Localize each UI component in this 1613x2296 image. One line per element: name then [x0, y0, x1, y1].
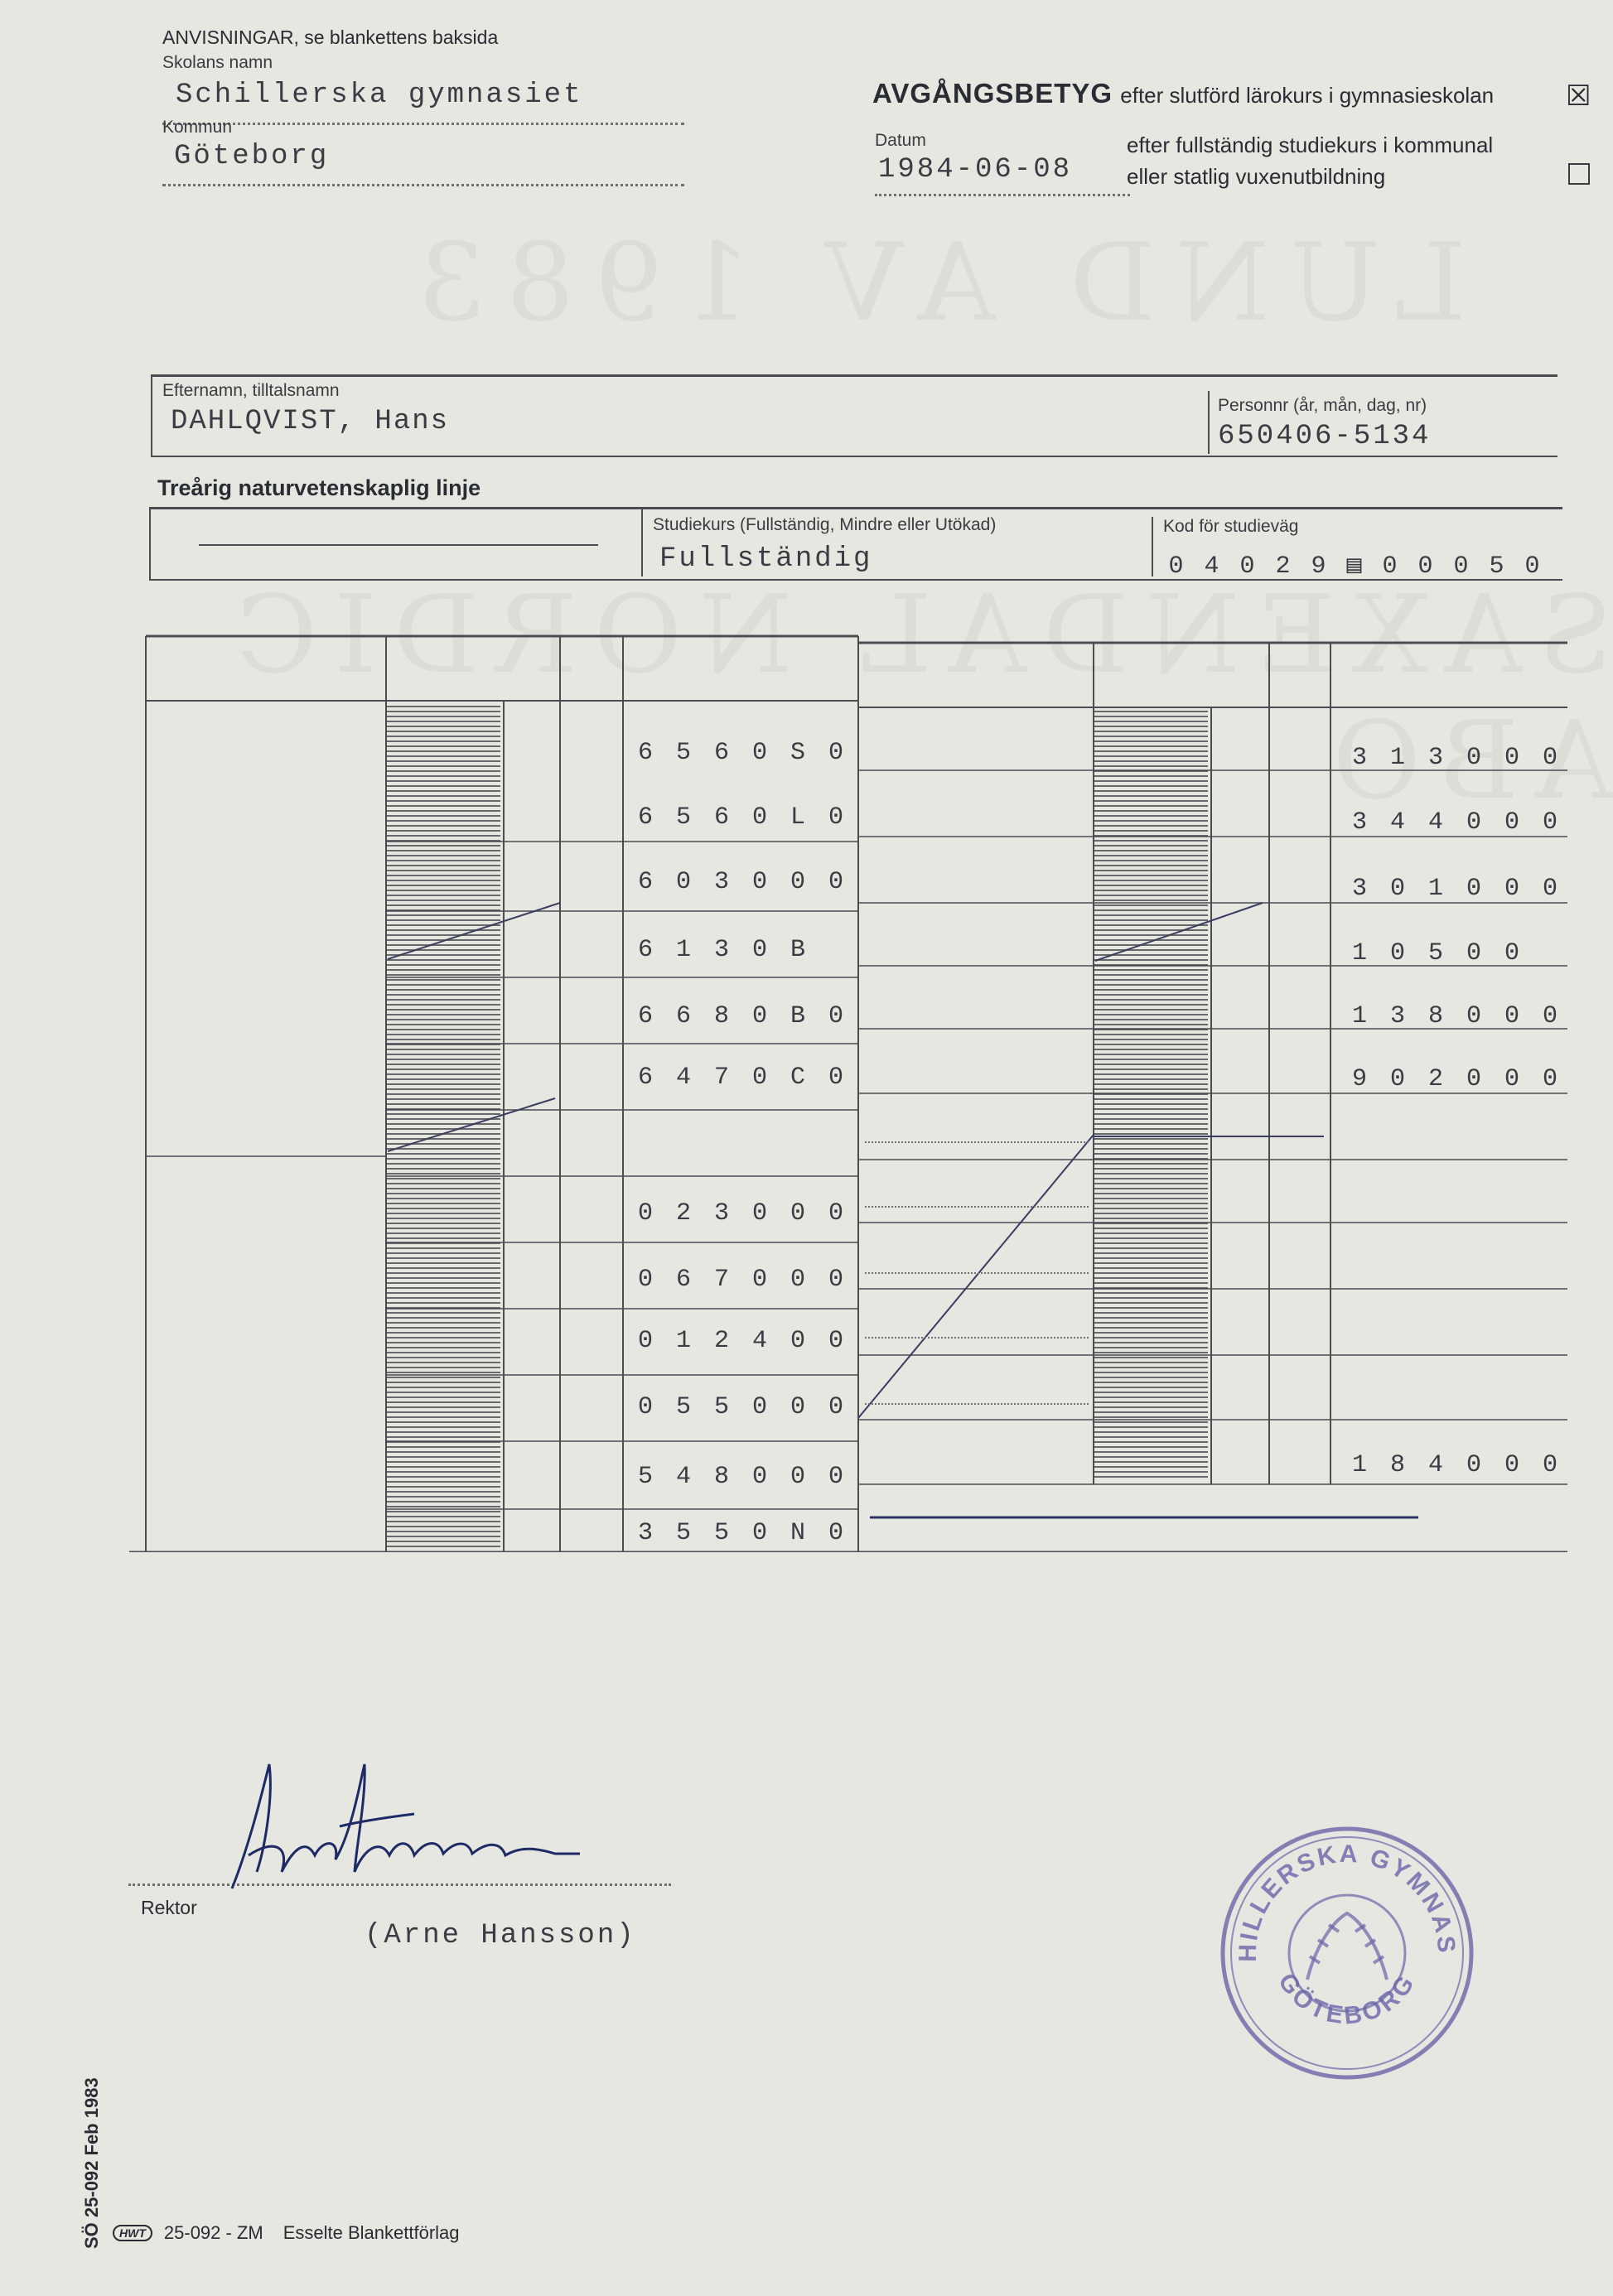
code-digit: 0 — [828, 803, 843, 832]
pnr-value: 650406-5134 — [1218, 421, 1432, 452]
code-digit: B — [790, 936, 805, 964]
code-digit: 0 — [1504, 808, 1519, 837]
code-digit: 0 — [1542, 744, 1557, 772]
subject-code — [626, 1519, 855, 1547]
code-digit: 4 — [675, 1064, 691, 1092]
subject-code — [1340, 1002, 1569, 1030]
code-digit: S — [790, 739, 805, 767]
kod-digit: 4 — [1204, 552, 1219, 581]
subject-code — [1340, 1065, 1569, 1093]
code-digit: C — [790, 1064, 805, 1092]
code-digit: 6 — [675, 1266, 691, 1294]
strike-line — [858, 1135, 1094, 1418]
subject-code — [626, 1064, 855, 1092]
subject-code — [626, 803, 855, 832]
kod-digit: 0 — [1453, 552, 1469, 581]
code-digit: 9 — [1351, 1065, 1367, 1093]
code-digit: 0 — [790, 1199, 805, 1228]
stamp-graphic — [1216, 1822, 1478, 2084]
kod-digit: 2 — [1275, 552, 1291, 581]
code-digit: 0 — [790, 1266, 805, 1294]
title-main: AVGÅNGSBETYG — [872, 78, 1113, 109]
studiekurs-label: Studiekurs (Fullständig, Mindre eller Utökad) — [653, 515, 997, 534]
code-digit: 0 — [1542, 808, 1557, 837]
subject-code — [626, 936, 855, 964]
subject-code — [626, 1002, 855, 1030]
code-digit: 0 — [751, 936, 767, 964]
empty-dotted-row — [865, 1335, 1089, 1339]
code-digit: 3 — [1389, 1002, 1405, 1030]
code-digit: 0 — [751, 1199, 767, 1228]
code-digit: 0 — [828, 1393, 843, 1421]
footer-bottom — [113, 2222, 460, 2244]
code-digit: 0 — [828, 1463, 843, 1491]
kod-digit: 0 — [1382, 552, 1398, 581]
code-digit: 6 — [637, 868, 653, 896]
empty-dotted-row — [865, 1204, 1089, 1208]
code-digit: 8 — [1389, 1451, 1405, 1479]
code-digit: 0 — [828, 739, 843, 767]
code-digit: 6 — [637, 803, 653, 832]
code-digit: 0 — [828, 1002, 843, 1030]
code-digit: 1 — [1389, 744, 1405, 772]
code-digit: 0 — [1542, 1065, 1557, 1093]
code-digit: 4 — [751, 1327, 767, 1355]
studiekurs-blank-line — [199, 544, 598, 546]
code-digit: 0 — [1389, 939, 1405, 967]
subject-code — [1340, 939, 1569, 967]
subject-code — [1340, 875, 1569, 903]
option2-text — [1127, 129, 1493, 192]
code-digit: 3 — [637, 1519, 653, 1547]
code-digit: 0 — [751, 1519, 767, 1547]
svg-text:SCHILLERSKA GYMNASIET — [1216, 1822, 1460, 1962]
code-digit: 8 — [1427, 1002, 1443, 1030]
code-digit: 6 — [637, 936, 653, 964]
subject-code — [626, 739, 855, 767]
code-digit: 0 — [1466, 939, 1481, 967]
code-digit: 8 — [713, 1463, 729, 1491]
code-digit: 3 — [1351, 744, 1367, 772]
code-digit: 6 — [713, 739, 729, 767]
code-digit: 0 — [1504, 744, 1519, 772]
code-digit: 5 — [637, 1463, 653, 1491]
name-pnr-divider — [1208, 391, 1210, 454]
code-digit: 1 — [675, 936, 691, 964]
code-digit: 1 — [675, 1327, 691, 1355]
subject-code — [626, 1199, 855, 1228]
code-digit: 5 — [713, 1519, 729, 1547]
code-digit: 0 — [1466, 1002, 1481, 1030]
code-digit: 0 — [751, 1463, 767, 1491]
footer-logo: HWT — [113, 2225, 152, 2241]
code-digit: 6 — [637, 1064, 653, 1092]
rektor-label: Rektor — [141, 1897, 197, 1918]
betyg-hatch-column-right — [1094, 711, 1208, 1481]
code-digit: 7 — [713, 1266, 729, 1294]
code-digit: 0 — [751, 1064, 767, 1092]
code-digit: 6 — [675, 1002, 691, 1030]
kod-digit: 0 — [1168, 552, 1184, 581]
option1-checkbox: ☒ — [1566, 80, 1591, 112]
kod-studievag-value — [1158, 550, 1550, 581]
code-digit: 0 — [828, 868, 843, 896]
empty-dotted-row — [865, 1401, 1089, 1405]
date-field — [875, 154, 1130, 196]
code-digit: 0 — [1389, 1065, 1405, 1093]
line-title: Treårig naturvetenskaplig linje — [157, 475, 481, 500]
code-digit: 0 — [751, 1002, 767, 1030]
code-digit: 0 — [751, 803, 767, 832]
footer-side-text: SÖ 25-092 Feb 1983 — [81, 2077, 102, 2249]
stamp-bottom-text: GÖTEBORG — [1273, 1968, 1422, 2030]
municipality-field — [162, 141, 684, 186]
municipality-label: Kommun — [162, 118, 233, 137]
kod-studievag-label: Kod för studieväg — [1163, 517, 1299, 536]
kod-digit: 0 — [1239, 552, 1255, 581]
kod-digit: 5 — [1489, 552, 1504, 581]
code-digit: 4 — [675, 1463, 691, 1491]
code-digit: 6 — [713, 803, 729, 832]
code-digit: 0 — [751, 1266, 767, 1294]
code-digit: 0 — [637, 1266, 653, 1294]
subject-code — [626, 1266, 855, 1294]
code-digit: 0 — [637, 1393, 653, 1421]
code-digit: 3 — [1351, 875, 1367, 903]
code-digit: N — [790, 1519, 805, 1547]
municipality-value: Göteborg — [174, 141, 330, 172]
signature-typed-name: (Arne Hansson) — [365, 1920, 636, 1951]
watermark-top — [398, 219, 1466, 345]
code-digit: 0 — [1389, 875, 1405, 903]
svg-text:GÖTEBORG — [1273, 1968, 1422, 2029]
code-digit: 0 — [790, 1393, 805, 1421]
code-digit: 0 — [828, 1199, 843, 1228]
subject-code — [626, 1327, 855, 1355]
code-digit: 1 — [1427, 875, 1443, 903]
code-digit: 0 — [751, 1393, 767, 1421]
betyg-hatch-column-left — [386, 706, 500, 1551]
code-digit: 0 — [637, 1199, 653, 1228]
code-digit: 0 — [1466, 875, 1481, 903]
empty-dotted-row — [865, 1140, 1089, 1143]
code-digit: 8 — [713, 1002, 729, 1030]
school-name-field — [162, 80, 684, 125]
code-digit: L — [790, 803, 805, 832]
code-digit: 6 — [637, 739, 653, 767]
code-digit: 0 — [1466, 1451, 1481, 1479]
code-digit: 0 — [828, 1266, 843, 1294]
subject-code — [1340, 808, 1569, 837]
code-digit: B — [790, 1002, 805, 1030]
option2-line2: eller statlig vuxenutbildning — [1127, 164, 1386, 189]
code-digit: 4 — [1427, 1451, 1443, 1479]
name-value: DAHLQVIST, Hans — [171, 406, 450, 437]
code-digit: 0 — [790, 1463, 805, 1491]
code-digit: 0 — [1542, 1451, 1557, 1479]
school-name-value: Schillerska gymnasiet — [176, 80, 583, 111]
code-digit: 3 — [713, 936, 729, 964]
code-digit: 5 — [675, 803, 691, 832]
code-digit: 5 — [675, 739, 691, 767]
code-digit: 3 — [713, 1199, 729, 1228]
code-digit: 0 — [1466, 1065, 1481, 1093]
code-digit: 7 — [713, 1064, 729, 1092]
subject-code — [1340, 1451, 1569, 1479]
signature-image — [215, 1748, 588, 1897]
code-digit: 1 — [1351, 1002, 1367, 1030]
studiekurs-divider2 — [1152, 517, 1153, 576]
code-digit: 0 — [637, 1327, 653, 1355]
code-digit: 0 — [751, 739, 767, 767]
code-digit: 0 — [1542, 875, 1557, 903]
footer-publisher: Esselte Blankettförlag — [283, 2222, 460, 2243]
studiekurs-divider1 — [641, 509, 643, 576]
stamp-top-text: HILLERSKA GYMNAS — [1234, 1840, 1461, 1962]
code-digit: 3 — [713, 868, 729, 896]
code-digit: 3 — [1351, 808, 1367, 837]
date-value: 1984-06-08 — [878, 154, 1073, 186]
code-digit: 0 — [1504, 939, 1519, 967]
kod-digit: ▤ — [1346, 552, 1362, 581]
document-title — [872, 78, 1494, 109]
code-digit: 0 — [1466, 808, 1481, 837]
footer-form-number: 25-092 - ZM — [163, 2222, 263, 2243]
date-label: Datum — [875, 131, 926, 150]
option2-checkbox — [1568, 163, 1590, 185]
code-digit: 4 — [1389, 808, 1405, 837]
subject-code — [626, 868, 855, 896]
title-option1: efter slutförd lärokurs i gymnasieskolan — [1120, 83, 1495, 108]
code-digit: 0 — [1504, 1451, 1519, 1479]
code-digit: 0 — [828, 1519, 843, 1547]
code-digit: 0 — [1504, 1065, 1519, 1093]
kod-digit: 0 — [1524, 552, 1540, 581]
code-digit: 0 — [1542, 1002, 1557, 1030]
empty-dotted-row — [865, 1271, 1089, 1274]
subject-code — [1340, 744, 1569, 772]
code-digit: 5 — [713, 1393, 729, 1421]
school-label: Skolans namn — [162, 53, 273, 72]
code-digit: 0 — [675, 868, 691, 896]
pnr-label: Personnr (år, mån, dag, nr) — [1218, 396, 1427, 415]
code-digit: 1 — [1351, 939, 1367, 967]
code-digit: 0 — [828, 1064, 843, 1092]
code-digit: 5 — [675, 1519, 691, 1547]
instructions-text: ANVISNINGAR, se blankettens baksida — [162, 27, 499, 48]
code-digit: 0 — [1466, 744, 1481, 772]
code-digit: 1 — [1351, 1451, 1367, 1479]
code-digit: 0 — [828, 1327, 843, 1355]
code-digit: 0 — [1504, 875, 1519, 903]
code-digit: 4 — [1427, 808, 1443, 837]
subject-code — [626, 1463, 855, 1491]
school-stamp — [1216, 1822, 1478, 2084]
code-digit: 3 — [1427, 744, 1443, 772]
code-digit: 6 — [637, 1002, 653, 1030]
option2-line1: efter fullständig studiekurs i kommunal — [1127, 133, 1494, 157]
code-digit: 5 — [675, 1393, 691, 1421]
kod-digit: 0 — [1417, 552, 1433, 581]
code-digit: 2 — [1427, 1065, 1443, 1093]
kod-digit: 9 — [1311, 552, 1326, 581]
code-digit: 0 — [790, 1327, 805, 1355]
code-digit: 0 — [751, 868, 767, 896]
code-digit: 0 — [790, 868, 805, 896]
code-digit: 2 — [713, 1327, 729, 1355]
subject-code — [626, 1393, 855, 1421]
name-label: Efternamn, tilltalsnamn — [162, 381, 340, 400]
code-digit: 2 — [675, 1199, 691, 1228]
studiekurs-value: Fullständig — [659, 543, 873, 575]
code-digit: 5 — [1427, 939, 1443, 967]
code-digit: 0 — [1504, 1002, 1519, 1030]
